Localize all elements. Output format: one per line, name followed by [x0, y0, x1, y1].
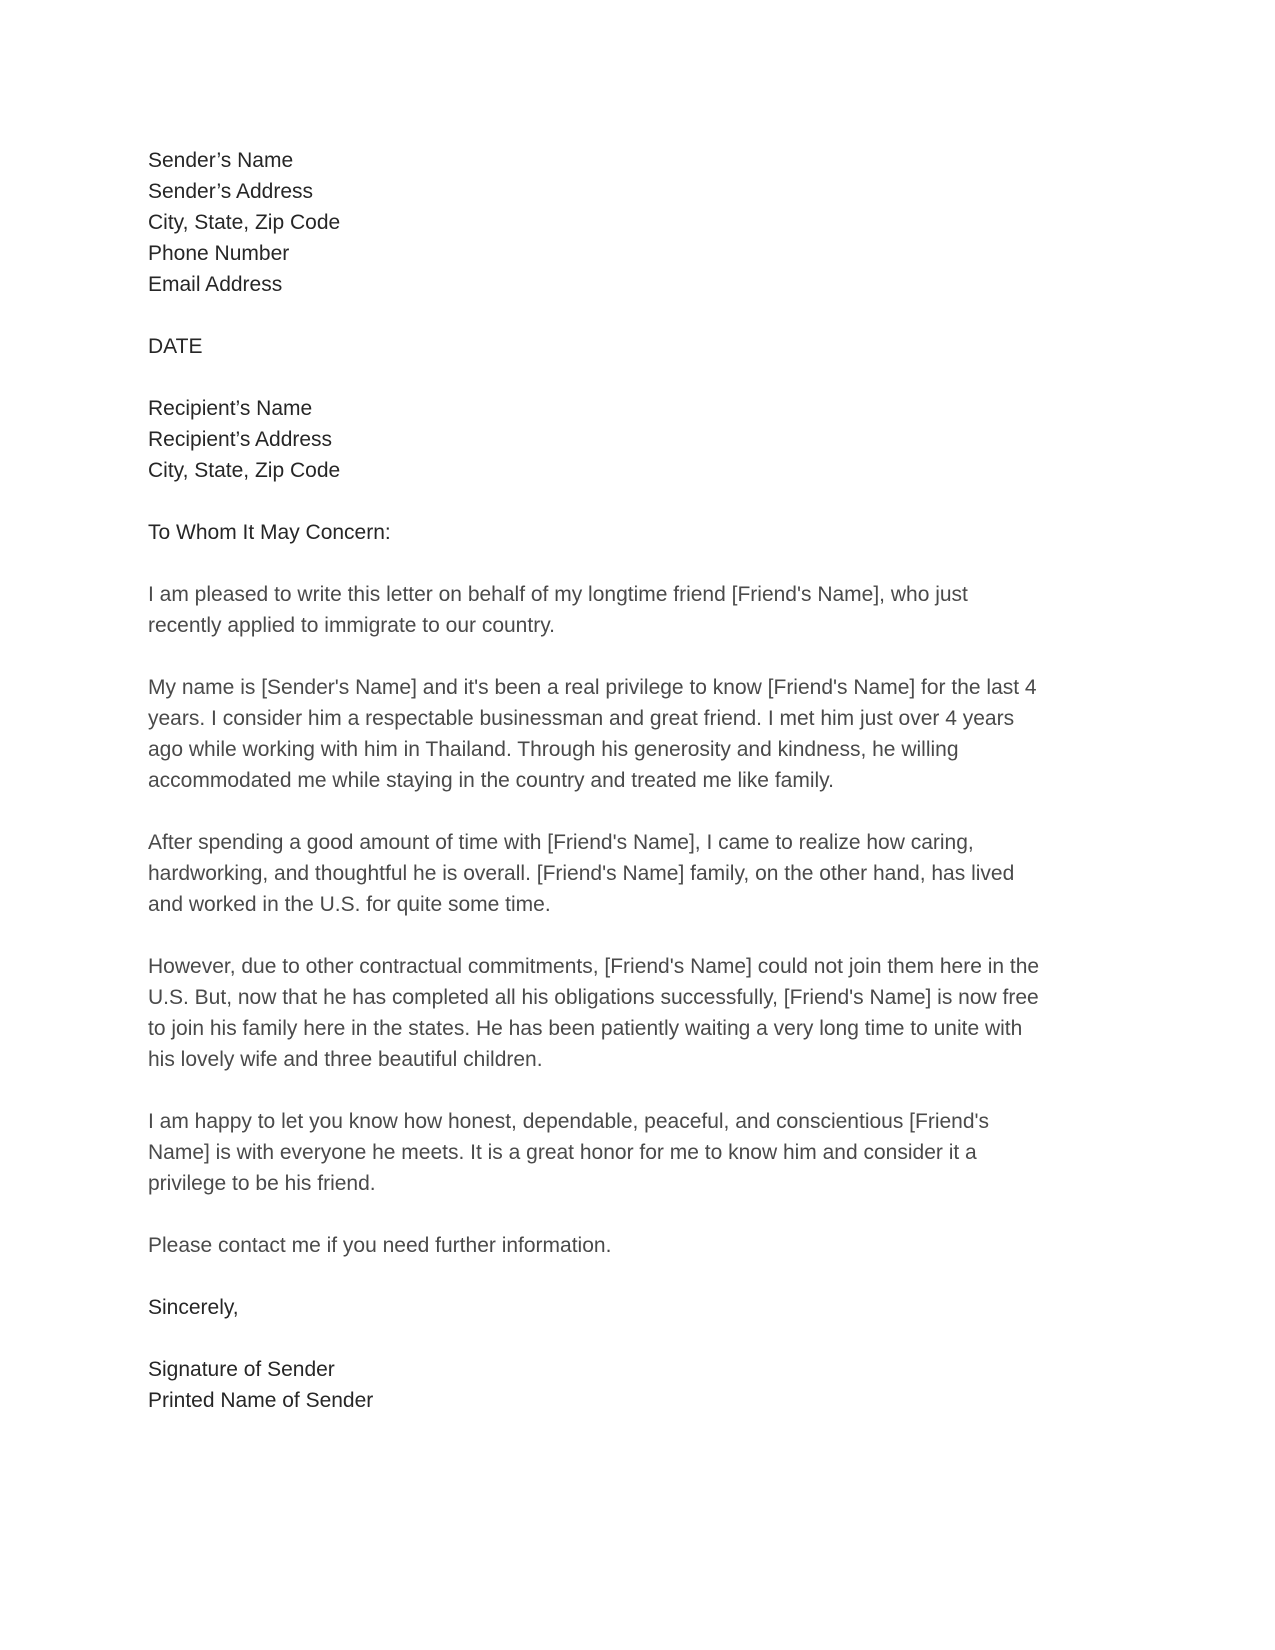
paragraph-line: ago while working with him in Thailand. Through his generosity and kindness, he willing — [148, 738, 959, 761]
paragraph-line: After spending a good amount of time with [Friend's Name], I came to realize how caring, — [148, 831, 974, 854]
paragraph — [148, 827, 1128, 920]
paragraph-line: recently applied to immigrate to our country. — [148, 614, 555, 637]
paragraph — [148, 1230, 1128, 1261]
recipient-city-state-zip: City, State, Zip Code — [148, 459, 341, 482]
closing: Sincerely, — [148, 1296, 239, 1319]
paragraph-line: his lovely wife and three beautiful children. — [148, 1048, 543, 1071]
paragraph-line: to join his family here in the states. He has been patiently waiting a very long time to unite with — [148, 1017, 1023, 1040]
signature-line: Signature of Sender — [148, 1358, 335, 1381]
paragraph — [148, 672, 1128, 796]
paragraph-line: accommodated me while staying in the country and treated me like family. — [148, 769, 834, 792]
recipient-address: Recipient’s Address — [148, 428, 333, 451]
printed-name: Printed Name of Sender — [148, 1389, 374, 1412]
sender-city-state-zip: City, State, Zip Code — [148, 211, 341, 234]
signature-block — [148, 1354, 1128, 1416]
recipient-name: Recipient’s Name — [148, 397, 313, 420]
sender-phone: Phone Number — [148, 242, 290, 265]
sender-block — [148, 145, 1128, 300]
letter-body — [148, 145, 1128, 1416]
paragraph-line: However, due to other contractual commitments, [Friend's Name] could not join them here in the — [148, 955, 1040, 978]
paragraph — [148, 1106, 1128, 1199]
paragraph-line: Name] is with everyone he meets. It is a great honor for me to know him and consider it a — [148, 1141, 977, 1164]
paragraph-line: U.S. But, now that he has completed all his obligations successfully, [Friend's Name] is now free — [148, 986, 1039, 1009]
paragraph-line: Please contact me if you need further information. — [148, 1234, 612, 1257]
paragraph-line: I am pleased to write this letter on behalf of my longtime friend [Friend's Name], who just — [148, 583, 968, 606]
paragraph-line: I am happy to let you know how honest, dependable, peaceful, and conscientious [Friend's — [148, 1110, 990, 1133]
paragraph — [148, 951, 1128, 1075]
recipient-block — [148, 393, 1128, 486]
paragraph — [148, 579, 1128, 641]
letter-date: DATE — [148, 335, 203, 358]
paragraph-line: years. I consider him a respectable businessman and great friend. I met him just over 4 years — [148, 707, 1015, 730]
paragraph-line: and worked in the U.S. for quite some time. — [148, 893, 551, 916]
paragraph-line: My name is [Sender's Name] and it's been a real privilege to know [Friend's Name] for the last 4 — [148, 676, 1037, 699]
salutation: To Whom It May Concern: — [148, 521, 391, 544]
sender-address: Sender’s Address — [148, 180, 313, 203]
paragraph-line: privilege to be his friend. — [148, 1172, 376, 1195]
paragraph-line: hardworking, and thoughtful he is overall. [Friend's Name] family, on the other hand, has lived — [148, 862, 1015, 885]
sender-name: Sender’s Name — [148, 149, 294, 172]
sender-email: Email Address — [148, 273, 283, 296]
